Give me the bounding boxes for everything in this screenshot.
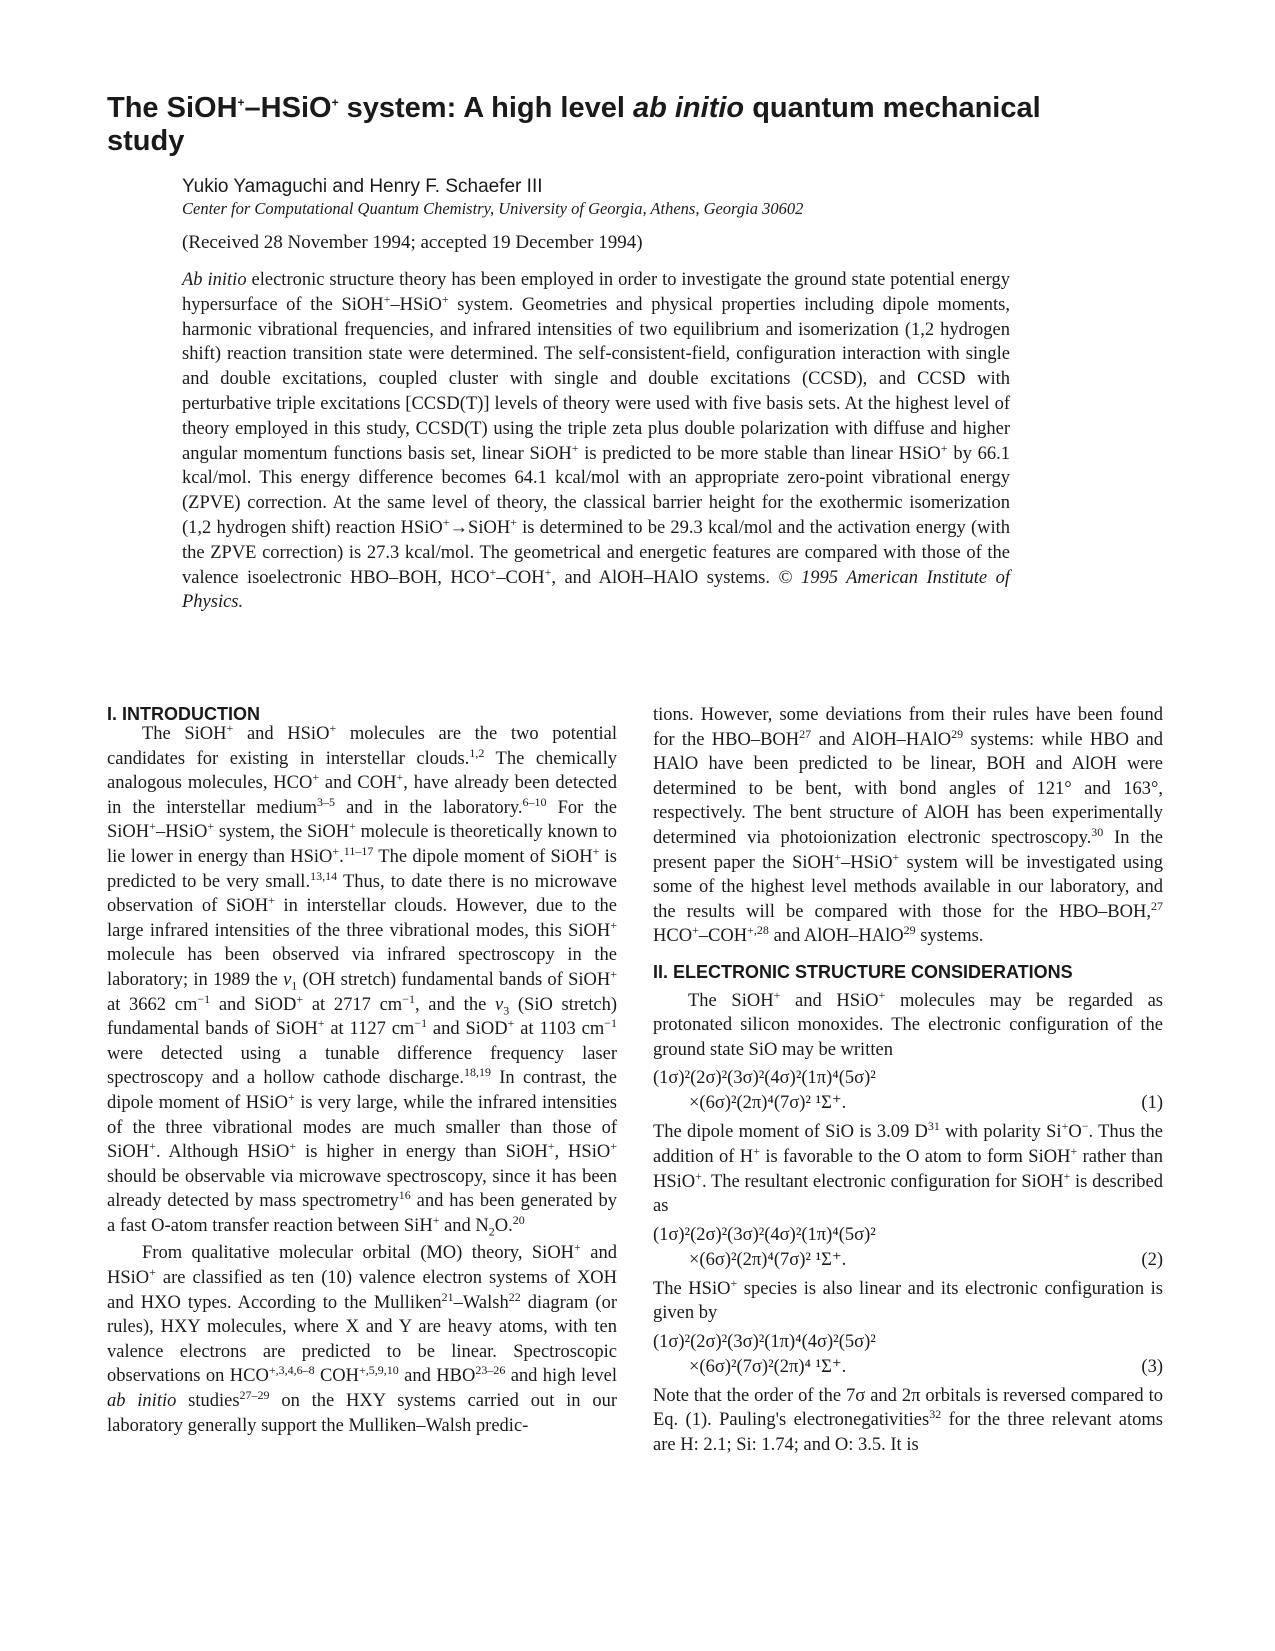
text: with polarity Si [939, 1122, 1062, 1143]
text: Note that the order of the 7σ and 2π orbitals is reversed compared to Eq. (1). Pauling's electronegativities [653, 1385, 1163, 1431]
reference: 11–17 [343, 843, 374, 858]
equation-line: (1σ)²(2σ)²(3σ)²(4σ)²(1π)⁴(5σ)² [653, 1068, 876, 1089]
superscript: + [547, 1138, 555, 1153]
text: is determined to be 29.3 kcal/mol and the activation energy (with the ZPVE correction) is 27.3 kcal/mol. The geometrical and energetic features are compared with those of the valence isoelectronic HBO–BOH, HCO [182, 517, 1010, 588]
text: In contrast, the dipole moment of HSiO [107, 1068, 618, 1113]
nu-symbol: ν [494, 994, 504, 1015]
superscript: + [892, 849, 900, 864]
text: at 3662 cm [107, 994, 198, 1015]
superscript: + [441, 291, 449, 306]
text: The SiOH [142, 724, 227, 744]
superscript: + [489, 564, 497, 579]
text: The dipole moment of SiO is 3.09 D [653, 1122, 928, 1143]
text: –HSiO [841, 852, 893, 873]
superscript: + [268, 893, 275, 907]
superscript: + [510, 514, 517, 529]
reference: 29 [903, 923, 916, 938]
equation-number: (2) [1141, 1249, 1163, 1270]
text: and AlOH–HAlO [811, 729, 952, 750]
title-text: quantum mechanical study [107, 92, 1041, 157]
superscript: + [383, 291, 391, 306]
text: O [1068, 1122, 1082, 1143]
text: →SiOH [449, 517, 511, 538]
superscript: + [317, 1015, 325, 1030]
text: For the SiOH [107, 797, 617, 843]
text: and HBO [398, 1366, 476, 1387]
text: is favorable to the O atom to form SiOH [759, 1146, 1071, 1167]
text: and SiOD [210, 994, 297, 1015]
text: and has been generated by a fast O-atom transfer reaction between SiH [107, 1191, 617, 1236]
paper-title [107, 92, 1107, 158]
text: and HSiO [780, 990, 879, 1011]
equation-2 [653, 1223, 1163, 1273]
reference: 3–5 [317, 794, 335, 809]
text: by 66.1 kcal/mol. This energy difference becomes 64.1 kcal/mol with an appropriate zero-point vibrational energy (ZPVE) correction. At the same level of theory, the classical barrier height for the exothermic isomerization (1,2 hydrogen shift) reaction HSiO [182, 443, 1010, 538]
text: systems. [915, 926, 984, 947]
reference: 20 [512, 1212, 525, 1227]
text: and high level [505, 1366, 617, 1387]
received-dates: (Received 28 November 1994; accepted 19 December 1994) [182, 232, 643, 253]
superscript: + [592, 843, 600, 858]
superscript: + [610, 966, 617, 981]
superscript: + [296, 991, 304, 1006]
superscript: + [312, 770, 320, 785]
superscript: + [692, 923, 699, 938]
equation-line: (1σ)²(2σ)²(3σ)²(4σ)²(1π)⁴(5σ)² [653, 1224, 876, 1245]
text: were detected using a tunable difference frequency laser spectroscopy and a hollow cathode discharge. [107, 1043, 617, 1089]
text: –Walsh [453, 1292, 509, 1313]
superscript: + [226, 720, 234, 735]
text: molecule has been observed via infrared spectroscopy in the laboratory; in 1989 the [107, 945, 617, 990]
reference: +,28 [747, 923, 769, 938]
text: studies [176, 1391, 240, 1412]
reference: 27 [1151, 898, 1163, 913]
reference: 21 [441, 1289, 454, 1304]
superscript: −1 [604, 1015, 617, 1030]
left-column [107, 700, 617, 1438]
reference: +,3,4,6–8 [268, 1363, 315, 1378]
italic-text: ab initio [107, 1391, 177, 1412]
text: tions. However, some deviations from their rules have been found for the HBO–BOH [653, 705, 1163, 750]
superscript: + [237, 95, 245, 110]
superscript: + [730, 1275, 738, 1290]
text: is predicted to be very small. [107, 846, 618, 892]
superscript: + [773, 987, 781, 1002]
text: HCO [653, 926, 693, 947]
text: molecule is theoretically known to lie lower in energy than HSiO [107, 822, 617, 867]
superscript: + [695, 1168, 702, 1183]
subscript: 2 [488, 1224, 495, 1239]
esc-paragraph-3 [653, 1277, 1163, 1326]
equation-line: ×(6σ)²(2π)⁴(7σ)² ¹Σ⁺. [689, 1249, 847, 1270]
equation-number: (1) [1141, 1093, 1163, 1114]
text: and in the laboratory. [335, 797, 523, 818]
reference: 27–29 [239, 1387, 270, 1402]
affiliation: Center for Computational Quantum Chemistry, University of Georgia, Athens, Georgia 30602 [182, 199, 804, 218]
abstract [182, 268, 1010, 615]
text: . Although HSiO [155, 1142, 290, 1163]
reference: 23–26 [475, 1363, 506, 1378]
text: and HSiO [233, 724, 330, 744]
text: The chemically analogous molecules, HCO [107, 748, 617, 794]
superscript: + [610, 1138, 617, 1153]
superscript: + [289, 1138, 297, 1153]
superscript: −1 [197, 991, 211, 1006]
text: system will be investigated using some of the highest level methods available in our laboratory, and the results will be compared with those for the HBO–BOH, [653, 852, 1163, 922]
text: systems: while HBO and HAlO have been predicted to be linear, BOH and AlOH were determined to be bent, with bond angles of 121° and 163°, respectively. The bent structure of AlOH has been experimentally determined via photoionization electronic spectroscopy. [653, 729, 1163, 848]
reference: 32 [929, 1407, 942, 1422]
reference: +,5,9,10 [359, 1363, 399, 1378]
text: , and the [414, 994, 495, 1015]
superscript: + [442, 514, 450, 529]
text: and AlOH–HAlO [768, 926, 904, 947]
abstract-text [182, 268, 1010, 615]
text: and COH [319, 773, 397, 794]
text: molecules may be regarded as protonated silicon monoxides. The electronic configuration of the ground state SiO may be written [653, 990, 1163, 1060]
equation-line: (1σ)²(2σ)²(3σ)²(1π)⁴(4σ)²(5σ)² [653, 1331, 876, 1352]
esc-paragraph-4 [653, 1384, 1163, 1458]
text: and N [439, 1215, 489, 1236]
text: O. [494, 1215, 513, 1236]
text: for the three relevant atoms are H: 2.1; Si: 1.74; and O: 3.5. It is [653, 1410, 1163, 1456]
text: at 2717 cm [303, 994, 403, 1015]
superscript: + [1063, 1168, 1071, 1183]
text: and HSiO [107, 1243, 617, 1289]
superscript: + [149, 1264, 156, 1279]
superscript: + [507, 1015, 515, 1030]
text: species is also linear and its electronic configuration is given by [653, 1278, 1163, 1324]
superscript: + [329, 720, 337, 735]
text: The SiOH [688, 990, 774, 1011]
text: at 1127 cm [324, 1019, 415, 1040]
reference: 13,14 [310, 868, 338, 883]
text: molecules are the two potential candidates for existing in interstellar clouds. [107, 724, 617, 769]
esc-paragraph-2 [653, 1120, 1163, 1218]
superscript: + [571, 440, 579, 455]
superscript: + [149, 1138, 156, 1153]
text: , have already been detected in the interstellar medium [107, 773, 618, 818]
superscript: − [1081, 1119, 1089, 1134]
subscript: 3 [503, 1003, 510, 1018]
text: . [339, 846, 344, 867]
text: is higher in energy than SiOH [296, 1142, 548, 1163]
superscript: + [396, 770, 404, 785]
text: is predicted to be more stable than linear HSiO [578, 443, 941, 464]
text: system, the SiOH [214, 822, 350, 843]
text: is described as [653, 1171, 1163, 1217]
title-text: –HSiO [244, 92, 332, 124]
copyright-italic: 1995 American Institute of Physics. [182, 567, 1011, 613]
text: on the HXY systems carried out in our laboratory generally support the Mulliken–Walsh predic- [107, 1391, 618, 1436]
text: diagram (or rules), HXY molecules, where X and Y are heavy atoms, with ten valence electrons are predicted to be linear. Spectroscopic observations on HCO [107, 1292, 617, 1387]
text: electronic structure theory has been employed in order to investigate the ground state potential energy hypersurface of the SiOH [182, 270, 1010, 315]
equation-number: (3) [1141, 1356, 1163, 1377]
text: (OH stretch) fundamental bands of SiOH [297, 969, 611, 990]
text: Thus, to date there is no microwave observation of SiOH [107, 871, 617, 917]
intro-paragraph-1 [107, 722, 617, 1238]
superscript: + [432, 1212, 440, 1227]
title-italic: ab initio [632, 92, 745, 124]
superscript: + [149, 819, 156, 834]
equation-line: ×(6σ)²(2π)⁴(7σ)² ¹Σ⁺. [689, 1093, 847, 1114]
reference: 29 [951, 726, 964, 741]
nu-symbol: ν [283, 969, 292, 990]
right-column [653, 703, 1163, 1458]
esc-paragraph-1 [653, 989, 1163, 1063]
superscript: −1 [402, 991, 415, 1006]
superscript: + [1061, 1119, 1069, 1134]
superscript: + [544, 564, 552, 579]
reference: 30 [1091, 824, 1104, 839]
text: , and AlOH–HAlO systems. © [551, 567, 801, 588]
superscript: + [610, 917, 617, 932]
superscript: + [287, 1089, 295, 1104]
title-text: The SiOH [107, 92, 238, 124]
text: The HSiO [653, 1278, 731, 1299]
reference: 18,19 [463, 1065, 491, 1080]
title-text: system: A high level [338, 92, 633, 124]
superscript: + [349, 819, 356, 834]
text: in interstellar clouds. However, due to the large infrared intensities of the three vibrational modes, this SiOH [107, 896, 618, 941]
section-heading-electronic-structure: II. ELECTRONIC STRUCTURE CONSIDERATIONS [653, 961, 1073, 982]
text: at 1103 cm [514, 1019, 605, 1040]
section-heading-introduction: I. INTRODUCTION [107, 704, 260, 724]
reference: 31 [927, 1119, 940, 1134]
authors: Yukio Yamaguchi and Henry F. Schaefer III [182, 176, 543, 197]
superscript: + [332, 843, 340, 858]
reference: 6–10 [522, 794, 547, 809]
reference: 22 [508, 1289, 521, 1304]
text: . The resultant electronic configuration for SiOH [701, 1171, 1064, 1192]
equation-3 [653, 1330, 1163, 1380]
superscript: + [940, 440, 948, 455]
equation-1 [653, 1066, 1163, 1116]
superscript: + [1070, 1143, 1078, 1158]
intro-paragraph-2 [107, 1241, 617, 1438]
text: (SiO stretch) fundamental bands of SiOH [107, 994, 618, 1040]
equation-line: ×(6σ)²(7σ)²(2π)⁴ ¹Σ⁺. [689, 1356, 847, 1377]
reference: 16 [398, 1188, 411, 1203]
text: –HSiO [390, 294, 442, 315]
text: –HSiO [155, 822, 208, 843]
subscript: 1 [291, 978, 298, 993]
superscript: + [207, 819, 215, 834]
text: system. Geometries and physical properties including dipole moments, harmonic vibrational frequencies, and infrared intensities of two equilibrium and isomerization (1,2 hydrogen shift) reaction transition state were determined. The self-consistent-field, configuration interaction with single and double excitations, coupled cluster with single and double excitations (CCSD), and CCSD with perturbative triple excitations [CCSD(T)] levels of theory were used with five basis sets. At the highest level of theory employed in this study, CCSD(T) using the triple zeta plus double polarization with diffuse and higher angular momentum functions basis set, linear SiOH [182, 294, 1011, 464]
text: is very large, while the infrared intensities of the three vibrational modes are much smaller than those of SiOH [107, 1092, 617, 1163]
text: . Thus the addition of H [653, 1122, 1163, 1167]
superscript: + [331, 95, 339, 110]
superscript: + [753, 1143, 760, 1158]
superscript: −1 [414, 1015, 428, 1030]
superscript: + [834, 849, 842, 864]
text: should be observable via microwave spectroscopy, since it has been already detected by mass spectrometry [107, 1166, 617, 1212]
text: From qualitative molecular orbital (MO) theory, SiOH [142, 1243, 575, 1264]
text: The dipole moment of SiOH [373, 846, 593, 867]
text: rather than HSiO [653, 1146, 1163, 1192]
intro-paragraph-3 [653, 703, 1163, 949]
text: In the present paper the SiOH [653, 827, 1163, 873]
text: , HSiO [554, 1142, 611, 1163]
reference: 27 [799, 726, 812, 741]
superscript: + [574, 1240, 581, 1255]
superscript: + [878, 987, 886, 1002]
text: COH [314, 1366, 360, 1387]
text: are classified as ten (10) valence electron systems of XOH and HXO types. According to the Mulliken [107, 1268, 617, 1313]
italic-text: Ab initio [182, 270, 247, 290]
text: –COH [698, 926, 748, 947]
text: –COH [496, 567, 545, 588]
text: and SiOD [427, 1019, 508, 1040]
reference: 1,2 [469, 745, 485, 760]
